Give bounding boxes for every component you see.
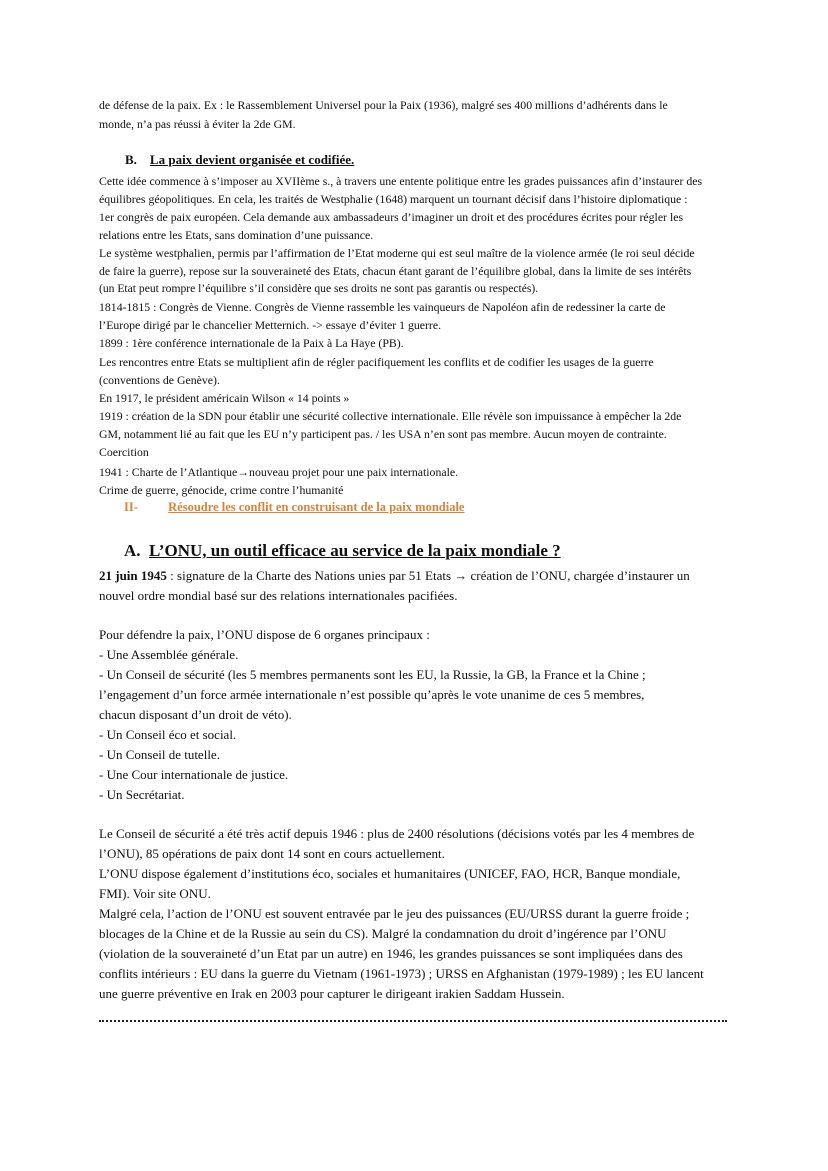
- section-b-title: La paix devient organisée et codifiée.: [149, 152, 355, 167]
- section-a-line: nouvel ordre mondial basé sur des relations internationales pacifiées.: [99, 588, 458, 603]
- charter-date-text: : signature de la Charte des Nations unies par 51 Etats → création de l’ONU, chargée d’instaurer un: [166, 568, 690, 583]
- organ-list-item: - Une Cour internationale de justice.: [99, 767, 289, 782]
- section-b-line: (un Etat peut rompre l’équilibre s’il considère que ses droits ne sont pas garantis ou respectés).: [99, 282, 539, 295]
- organ-list-item: - Une Assemblée générale.: [99, 647, 239, 662]
- section-b-line: Coercition: [99, 445, 149, 459]
- section-a-heading: [124, 541, 561, 561]
- section-b-line: En 1917, le président américain Wilson « 14 points »: [99, 391, 350, 405]
- section-a-line: Le Conseil de sécurité a été très actif depuis 1946 : plus de 2400 résolutions (décisions votés par les 4 membres de: [99, 826, 695, 841]
- section-a-title: L’ONU, un outil efficace au service de la paix mondiale ?: [149, 541, 561, 560]
- section-ii-heading: [124, 500, 464, 515]
- section-a-line: L’ONU dispose également d’institutions éco, sociales et humanitaires (UNICEF, FAO, HCR, Banque mondiale,: [99, 866, 681, 881]
- section-b-line: Le système westphalien, permis par l’affirmation de l’Etat moderne qui est seul maître de la violence armée (le roi seul décide: [99, 246, 695, 260]
- section-b-line: de faire la guerre), repose sur la souveraineté des Etats, chacun étant garant de l’équilibre global, dans la limite de ses intérêts: [99, 264, 692, 278]
- section-b-line: Cette idée commence à s’imposer au XVIIème s., à travers une entente politique entre les grades puissances afin d’instaurer des: [99, 174, 703, 188]
- intro-line-1: de défense de la paix. Ex : le Rassemblement Universel pour la Paix (1936), malgré ses 400 millions d’adhérents dans le: [99, 98, 668, 112]
- section-b-line: 1919 : création de la SDN pour établir une sécurité collective internationale. Elle révèle son impuissance à empêcher la 2de: [99, 409, 682, 423]
- charter-date: 21 juin 1945: [99, 568, 167, 583]
- section-b-line: Les rencontres entre Etats se multiplient afin de régler pacifiquement les conflits et de codifier les usages de la guerre: [99, 355, 654, 369]
- section-a-line: Malgré cela, l’action de l’ONU est souvent entravée par le jeu des puissances (EU/URSS durant la guerre froide ;: [99, 906, 690, 921]
- section-a-line: l’engagement d’un force armée internationale n’est possible qu’après le vote unanime de ces 5 membres,: [99, 687, 645, 702]
- section-b-line: 1899 : 1ère conférence internationale de la Paix à La Haye (PB).: [99, 336, 404, 350]
- section-a-line: chacun disposant d’un droit de véto).: [99, 707, 292, 722]
- organ-list-item: - Un Conseil de tutelle.: [99, 747, 220, 762]
- section-b-line: 1941 : Charte de l’Atlantique→nouveau projet pour une paix internationale.: [99, 465, 459, 479]
- section-ii-number: II-: [124, 500, 138, 514]
- section-a-line: une guerre préventive en Irak en 2003 pour capturer le dirigeant irakien Saddam Hussein.: [99, 986, 565, 1001]
- section-ii-title: Résoudre les conflit en construisant de la paix mondiale: [168, 500, 465, 514]
- section-b-line: relations entre les Etats, sans domination d’une puissance.: [99, 228, 374, 242]
- section-a-line: (violation de la souveraineté d’un Etat par un autre) en 1946, les grandes puissances se sont impliquées dans des: [99, 946, 683, 961]
- section-b-heading: [125, 152, 354, 168]
- intro-line-2: monde, n’a pas réussi à éviter la 2de GM.: [99, 117, 296, 131]
- dotted-answer-line: [99, 1020, 727, 1022]
- section-b-line: GM, notamment lié au fait que les EU n’y participent pas. / les USA n’en sont pas membre. Aucun moyen de contrainte.: [99, 427, 667, 441]
- section-b-line: (conventions de Genève).: [99, 373, 220, 387]
- section-a-line: Pour défendre la paix, l’ONU dispose de 6 organes principaux :: [99, 627, 430, 642]
- section-a-line: conflits intérieurs : EU dans la guerre du Vietnam (1961-1973) ; URSS en Afghanistan (1979-1989) ; les EU lancent: [99, 966, 704, 981]
- organ-list-item: - Un Secrétariat.: [99, 787, 185, 802]
- section-a-line: l’ONU), 85 opérations de paix dont 14 sont en cours actuellement.: [99, 846, 445, 861]
- section-a-letter: A.: [124, 541, 141, 560]
- section-b-line: 1er congrès de paix européen. Cela demande aux ambassadeurs d’imaginer un droit et des procédures écrites pour régler les: [99, 210, 684, 224]
- section-a-line: FMI). Voir site ONU.: [99, 886, 211, 901]
- organ-list-item: - Un Conseil de sécurité (les 5 membres permanents sont les EU, la Russie, la GB, la France et la Chine ;: [99, 667, 646, 682]
- section-b-line: 1814-1815 : Congrès de Vienne. Congrès de Vienne rassemble les vainqueurs de Napoléon afin de redessiner la carte de: [99, 300, 666, 314]
- section-a-line: blocages de la Chine et de la Russie au sein du CS). Malgré la condamnation du droit d’ingérence par l’ONU: [99, 926, 667, 941]
- section-b-line: Crime de guerre, génocide, crime contre l’humanité: [99, 483, 344, 497]
- section-b-line: l’Europe dirigé par le chancelier Metternich. -> essaye d’éviter 1 guerre.: [99, 318, 442, 332]
- section-b-letter: B.: [125, 152, 137, 167]
- organ-list-item: - Un Conseil éco et social.: [99, 727, 237, 742]
- section-b-line: équilibres géopolitiques. En cela, les traités de Westphalie (1648) marquent un tournant décisif dans l’histoire diplomatique :: [99, 192, 688, 206]
- section-a-date-line: [99, 566, 690, 586]
